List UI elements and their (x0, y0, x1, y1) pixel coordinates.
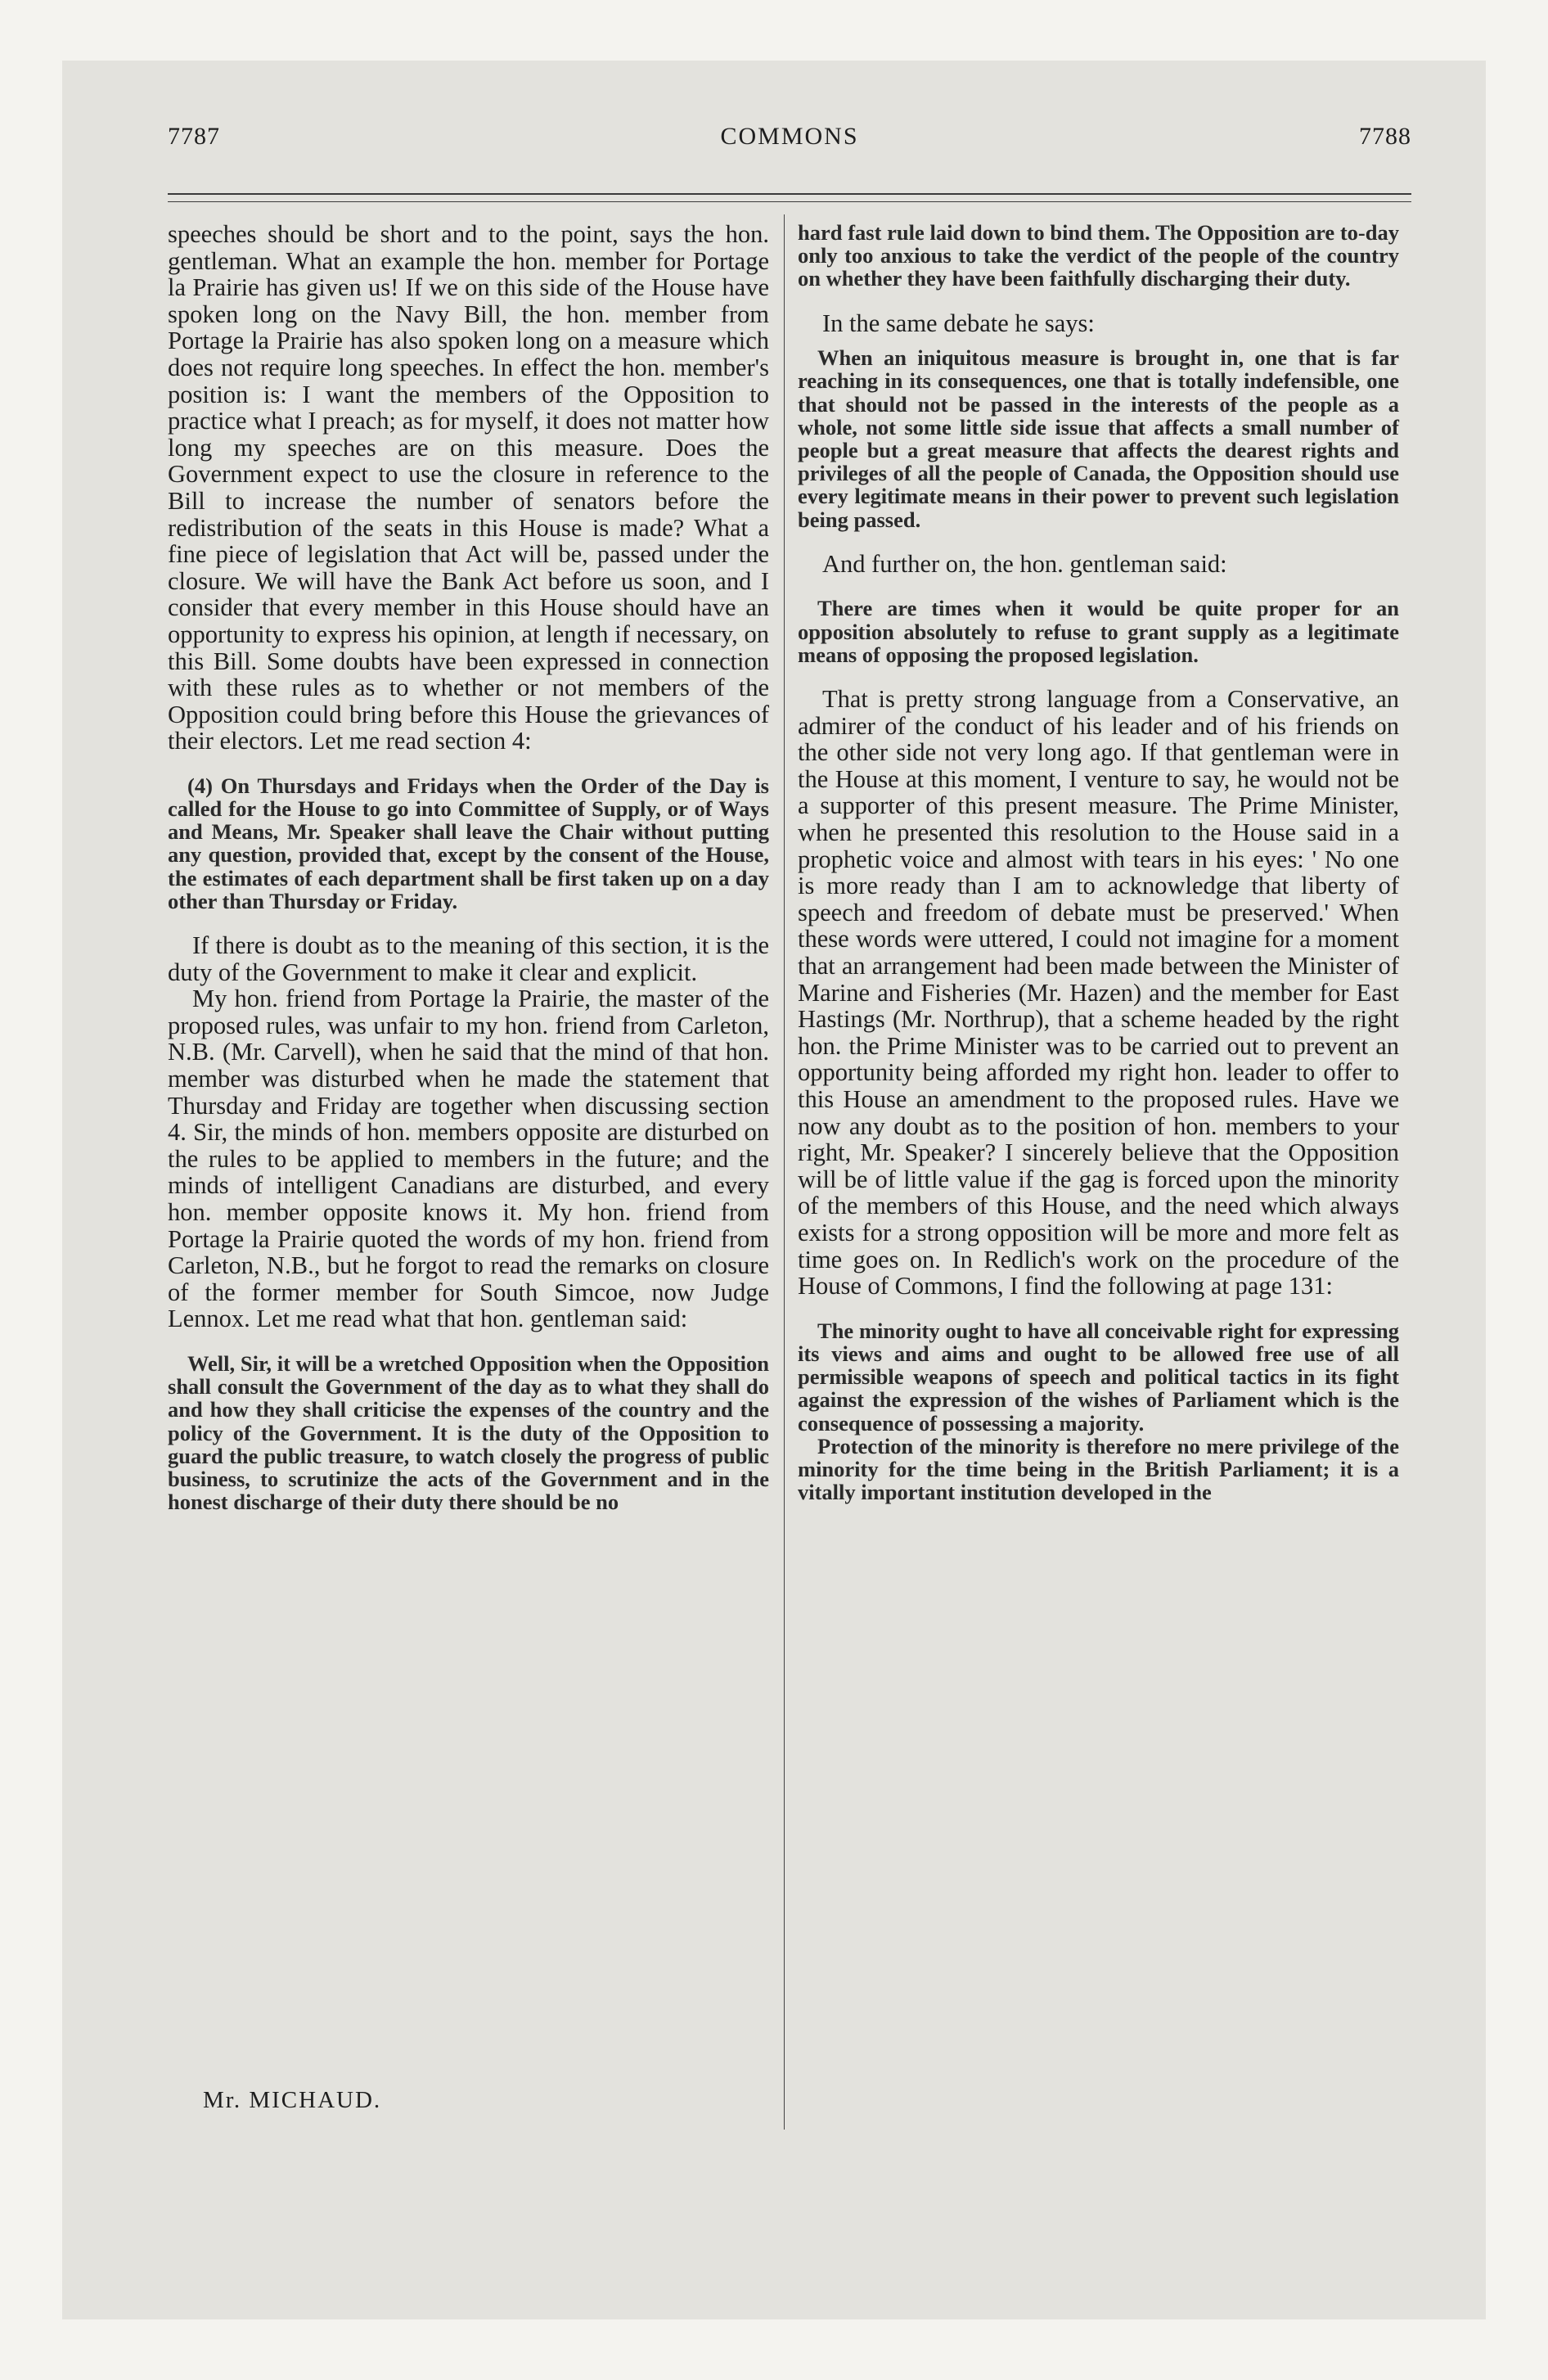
paragraph: speeches should be short and to the point, says the hon. gentleman. What an example the hon. member for Portage la Prairie has given us! If we on this side of the House have spoken long on the Navy Bill, the hon. member from Portage la Prairie has also spoken long on a measure which does not require long speeches. In effect the hon. member's position is: I want the members of the Opposition to practice what I preach; as for myself, it does not matter how long my speeches are on this measure. Does the Government expect to use the closure in reference to the Bill to increase the number of senators before the redistribution of the seats in this House is made? What a fine piece of legislation that Act will be, passed under the closure. We will have the Bank Act before us soon, and I consider that every member in this House should have an opportunity to express his opinion, at length if necessary, on this Bill. Some doubts have been expressed in connection with these rules as to whether or not members of the Opposition could bring before this House the grievances of their electors. Let me read section 4: (168, 220, 769, 755)
header-rule (168, 193, 1411, 195)
running-title: COMMONS (720, 123, 859, 150)
block-quote: hard fast rule laid down to bind them. The Opposition are to-day only too anxious to take the verdict of the people of the country on whether they have been faithfully discharging their duty. (798, 220, 1399, 291)
block-quote: (4) On Thursdays and Fridays when the Order of the Day is called for the House to go into Committee of Supply, or of Ways and Means, Mr. Speaker shall leave the Chair without putting any question, provided that, except by the consent of the House, the estimates of each department shall be first taken up on a day other than Thursday or Friday. (168, 773, 769, 913)
header-rule-thin (168, 201, 1411, 202)
block-quote: The minority ought to have all conceivable right for expressing its views and aims and ought to be allowed free use of all permissible weapons of speech and political tactics in its fight against the expression of the wishes of Parliament which is the consequence of possessing a majority. (798, 1318, 1399, 1436)
block-quote: Protection of the minority is therefore no mere privilege of the minority for the time being in the British Parliament; it is a vitally important institution developed in the (798, 1433, 1399, 1505)
right-column (798, 221, 1399, 1503)
column-divider (784, 214, 785, 2130)
page-number-right: 7788 (1359, 123, 1411, 150)
paragraph: And further on, the hon. gentleman said: (822, 549, 1227, 578)
block-quote: When an iniquitous measure is brought in, one that is far reaching in its consequences, one that is totally indefensible, one that should not be passed in the interests of the people as a whole, not some little side issue that affects a small number of people but a great measure that affects the dearest rights and privileges of all the people of Canada, the Opposition should use every legitimate means in their power to prevent such legislation being passed. (798, 345, 1399, 532)
page-header (168, 123, 1411, 159)
left-column (168, 221, 769, 1513)
paragraph: That is pretty strong language from a Conservative, an admirer of the conduct of his leader and of his friends on the other side not very long ago. If that gentleman were in the House at this moment, I venture to say, he would not be a supporter of this present measure. The Prime Minister, when he presented this resolution to the House said in a prophetic voice and almost with tears in his eyes: ' No one is more ready than I am to acknowledge that liberty of speech and freedom of debate must be preserved.' When these words were uttered, I could not imagine for a moment that an arrangement had been made between the Minister of Marine and Fisheries (Mr. Hazen) and the member for East Hastings (Mr. Northrup), that a scheme headed by the right hon. the Prime Minister was to be carried out to prevent an opportunity being afforded my right hon. leader to offer to this House an amendment to the proposed rules. Have we now any doubt as to the position of hon. members to your right, Mr. Speaker? I sincerely believe that the Opposition will be of little value if the gag is forced upon the minority of the members of this House, and the need which always exists for a strong opposition will be more and more felt as time goes on. In Redlich's work on the procedure of the House of Commons, I find the following at page 131: (798, 685, 1399, 1300)
page-number-left: 7787 (168, 123, 220, 150)
paragraph: My hon. friend from Portage la Prairie, the master of the proposed rules, was unfair to my hon. friend from Carleton, N.B. (Mr. Carvell), when he said that the mind of that hon. member was disturbed when he made the statement that Thursday and Friday are together when discussing section 4. Sir, the minds of hon. members opposite are disturbed on the rules to be applied to members in the future; and the minds of intelligent Canadians are disturbed, and every hon. member opposite knows it. My hon. friend from Portage la Prairie quoted the words of my hon. friend from Carleton, N.B., but he forgot to read the remarks on closure of the former member for South Simcoe, now Judge Lennox. Let me read what that hon. gentleman said: (168, 985, 769, 1333)
paragraph: If there is doubt as to the meaning of this section, it is the duty of the Government to make it clear and explicit. (168, 931, 769, 986)
paragraph: In the same debate he says: (822, 309, 1095, 337)
block-quote: There are times when it would be quite proper for an opposition absolutely to refuse to grant supply as a legitimate means of opposing the proposed legislation. (798, 596, 1399, 667)
speaker-label: Mr. MICHAUD. (203, 2087, 382, 2113)
block-quote: Well, Sir, it will be a wretched Opposition when the Opposition shall consult the Government of the day as to what they shall do and how they shall criticise the expenses of the country and the policy of the Government. It is the duty of the Opposition to guard the public treasure, to watch closely the progress of public business, to scrutinize the acts of the Government and in the honest discharge of their duty there should be no (168, 1351, 769, 1515)
